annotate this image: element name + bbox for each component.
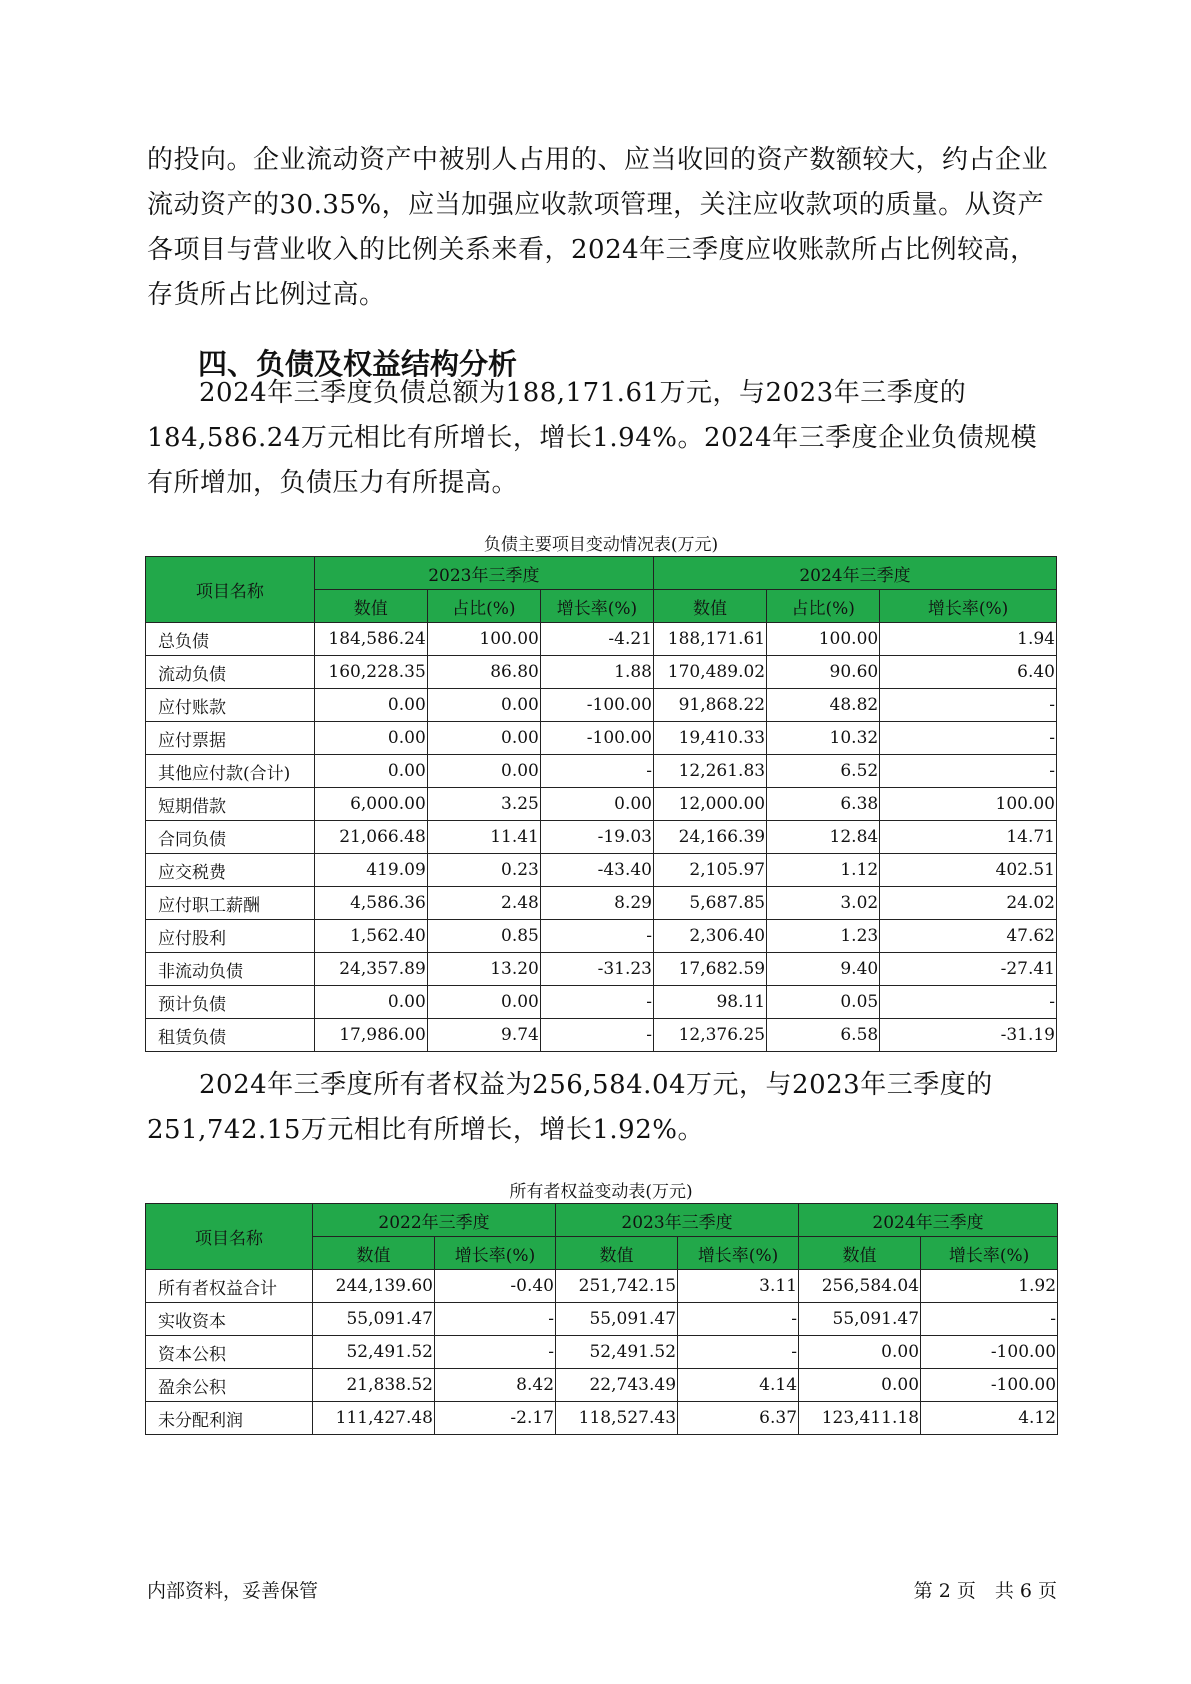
sub-header: 数值 <box>556 1237 678 1270</box>
sub-header: 数值 <box>314 590 427 623</box>
table-cell: 55,091.47 <box>799 1303 921 1336</box>
table-row <box>146 1270 1058 1303</box>
table-cell: 170,489.02 <box>654 656 767 689</box>
period-header: 2024年三季度 <box>799 1204 1058 1237</box>
table-cell: 6.58 <box>767 1019 880 1052</box>
row-label: 其他应付款(合计) <box>146 755 315 788</box>
table-cell: 55,091.47 <box>556 1303 678 1336</box>
footer-confidential-note: 内部资料，妥善保管 <box>147 1580 319 1602</box>
table-cell: 52,491.52 <box>556 1336 678 1369</box>
table-cell: 244,139.60 <box>313 1270 435 1303</box>
table-cell: 4.12 <box>921 1402 1058 1435</box>
table-cell: 12,000.00 <box>654 788 767 821</box>
table-row <box>146 689 1057 722</box>
table-row <box>146 755 1057 788</box>
table-cell: 52,491.52 <box>313 1336 435 1369</box>
table-cell: 1.92 <box>921 1270 1058 1303</box>
table-cell: 2,105.97 <box>654 854 767 887</box>
table-cell: 48.82 <box>767 689 880 722</box>
name-column-header: 项目名称 <box>146 1204 313 1270</box>
table-cell: 24,357.89 <box>314 953 427 986</box>
row-label: 所有者权益合计 <box>146 1270 313 1303</box>
table-cell: -43.40 <box>540 854 653 887</box>
paragraph-equity-summary: 2024年三季度所有者权益为256,584.04万元，与2023年三季度的251,742.15万元相比有所增长，增长1.92%。 <box>147 1070 993 1145</box>
row-label: 应交税费 <box>146 854 315 887</box>
table-cell: 0.00 <box>427 755 540 788</box>
row-label: 流动负债 <box>146 656 315 689</box>
table-cell: -100.00 <box>540 722 653 755</box>
sub-header: 占比(%) <box>427 590 540 623</box>
table-cell: 256,584.04 <box>799 1270 921 1303</box>
table-cell: - <box>540 920 653 953</box>
table-cell: 90.60 <box>767 656 880 689</box>
row-label: 资本公积 <box>146 1336 313 1369</box>
row-label: 应付票据 <box>146 722 315 755</box>
table-cell: - <box>678 1336 799 1369</box>
table-cell: - <box>880 722 1057 755</box>
table-cell: 91,868.22 <box>654 689 767 722</box>
table-cell: 419.09 <box>314 854 427 887</box>
section-heading: 四、负债及权益结构分析 <box>198 347 518 381</box>
row-label: 未分配利润 <box>146 1402 313 1435</box>
row-label: 合同负债 <box>146 821 315 854</box>
row-label: 非流动负债 <box>146 953 315 986</box>
table-row <box>146 623 1057 656</box>
table-cell: 0.00 <box>427 689 540 722</box>
table-cell: 24,166.39 <box>654 821 767 854</box>
table-row <box>146 953 1057 986</box>
period-header: 2022年三季度 <box>313 1204 556 1237</box>
table-cell: - <box>540 755 653 788</box>
table-cell: 13.20 <box>427 953 540 986</box>
row-label: 应付账款 <box>146 689 315 722</box>
table-cell: 1.94 <box>880 623 1057 656</box>
table-cell: 6,000.00 <box>314 788 427 821</box>
table-cell: 100.00 <box>767 623 880 656</box>
table-row <box>146 986 1057 1019</box>
period-header: 2023年三季度 <box>556 1204 799 1237</box>
table-cell: - <box>880 755 1057 788</box>
table-cell: 8.42 <box>435 1369 556 1402</box>
table-cell: 86.80 <box>427 656 540 689</box>
table-cell: 11.41 <box>427 821 540 854</box>
table-cell: 1,562.40 <box>314 920 427 953</box>
row-label: 预计负债 <box>146 986 315 1019</box>
table-row <box>146 1019 1057 1052</box>
table-cell: 4.14 <box>678 1369 799 1402</box>
table-cell: 1.88 <box>540 656 653 689</box>
table-cell: 47.62 <box>880 920 1057 953</box>
table-cell: -4.21 <box>540 623 653 656</box>
table-cell: 0.00 <box>540 788 653 821</box>
table-cell: 12,261.83 <box>654 755 767 788</box>
table-cell: 1.12 <box>767 854 880 887</box>
period-header: 2023年三季度 <box>314 557 653 590</box>
name-column-header: 项目名称 <box>146 557 315 623</box>
table-row <box>146 722 1057 755</box>
table-cell: - <box>540 986 653 1019</box>
table-cell: 0.00 <box>314 722 427 755</box>
table-row <box>146 887 1057 920</box>
row-label: 应付股利 <box>146 920 315 953</box>
sub-header: 增长率(%) <box>880 590 1057 623</box>
period-header: 2024年三季度 <box>654 557 1057 590</box>
table-cell: 402.51 <box>880 854 1057 887</box>
equity-table <box>145 1203 1058 1435</box>
table-cell: 10.32 <box>767 722 880 755</box>
table-cell: 22,743.49 <box>556 1369 678 1402</box>
table-cell: -31.19 <box>880 1019 1057 1052</box>
table-cell: 4,586.36 <box>314 887 427 920</box>
table-cell: 6.37 <box>678 1402 799 1435</box>
table-cell: -100.00 <box>540 689 653 722</box>
table-cell: 55,091.47 <box>313 1303 435 1336</box>
table-cell: 184,586.24 <box>314 623 427 656</box>
table-cell: 118,527.43 <box>556 1402 678 1435</box>
table-cell: 251,742.15 <box>556 1270 678 1303</box>
table-cell: 17,986.00 <box>314 1019 427 1052</box>
table-cell: - <box>880 689 1057 722</box>
table-cell: 0.05 <box>767 986 880 1019</box>
table-cell: 188,171.61 <box>654 623 767 656</box>
liability-table-caption: 负债主要项目变动情况表(万元) <box>483 535 719 555</box>
table-cell: 0.00 <box>314 689 427 722</box>
table-cell: 21,838.52 <box>313 1369 435 1402</box>
row-label: 盈余公积 <box>146 1369 313 1402</box>
table-cell: - <box>678 1303 799 1336</box>
table-cell: 0.23 <box>427 854 540 887</box>
table-cell: 0.85 <box>427 920 540 953</box>
table-cell: -19.03 <box>540 821 653 854</box>
table-row <box>146 920 1057 953</box>
row-label: 短期借款 <box>146 788 315 821</box>
table-row <box>146 854 1057 887</box>
table-cell: - <box>435 1303 556 1336</box>
table-cell: -100.00 <box>921 1369 1058 1402</box>
table-row <box>146 788 1057 821</box>
table-cell: 2,306.40 <box>654 920 767 953</box>
table-cell: - <box>880 986 1057 1019</box>
table-cell: 14.71 <box>880 821 1057 854</box>
table-cell: -27.41 <box>880 953 1057 986</box>
table-cell: - <box>435 1336 556 1369</box>
sub-header: 增长率(%) <box>678 1237 799 1270</box>
sub-header: 占比(%) <box>767 590 880 623</box>
table-cell: 100.00 <box>880 788 1057 821</box>
row-label: 租赁负债 <box>146 1019 315 1052</box>
table-cell: 123,411.18 <box>799 1402 921 1435</box>
sub-header: 增长率(%) <box>540 590 653 623</box>
table-cell: 12.84 <box>767 821 880 854</box>
paragraph-asset-conclusion: 的投向。企业流动资产中被别人占用的、应当收回的资产数额较大，约占企业流动资产的30.35%，应当加强应收款项管理，关注应收款项的质量。从资产各项目与营业收入的比例关系来看，2024年三季度应收账款所占比例较高，存货所占比例过高。 <box>147 145 1049 310</box>
table-cell: 3.11 <box>678 1270 799 1303</box>
table-cell: 5,687.85 <box>654 887 767 920</box>
table-row <box>146 1303 1058 1336</box>
row-label: 实收资本 <box>146 1303 313 1336</box>
table-cell: - <box>540 1019 653 1052</box>
table-cell: 0.00 <box>799 1369 921 1402</box>
table-cell: 111,427.48 <box>313 1402 435 1435</box>
table-cell: 0.00 <box>799 1336 921 1369</box>
table-cell: 17,682.59 <box>654 953 767 986</box>
table-row <box>146 1369 1058 1402</box>
table-cell: - <box>921 1303 1058 1336</box>
table-row <box>146 821 1057 854</box>
equity-table-caption: 所有者权益变动表(万元) <box>509 1182 693 1202</box>
table-cell: 3.25 <box>427 788 540 821</box>
sub-header: 增长率(%) <box>921 1237 1058 1270</box>
table-row <box>146 656 1057 689</box>
row-label: 总负债 <box>146 623 315 656</box>
paragraph-liability-summary: 2024年三季度负债总额为188,171.61万元，与2023年三季度的184,586.24万元相比有所增长，增长1.94%。2024年三季度企业负债规模有所增加，负债压力有所提高。 <box>147 378 1038 498</box>
table-cell: 6.40 <box>880 656 1057 689</box>
sub-header: 数值 <box>313 1237 435 1270</box>
table-cell: -100.00 <box>921 1336 1058 1369</box>
table-cell: 19,410.33 <box>654 722 767 755</box>
table-cell: 98.11 <box>654 986 767 1019</box>
table-cell: 0.00 <box>427 722 540 755</box>
table-cell: 6.52 <box>767 755 880 788</box>
row-label: 应付职工薪酬 <box>146 887 315 920</box>
table-cell: 3.02 <box>767 887 880 920</box>
table-cell: 9.74 <box>427 1019 540 1052</box>
table-cell: -0.40 <box>435 1270 556 1303</box>
table-cell: 21,066.48 <box>314 821 427 854</box>
table-cell: 9.40 <box>767 953 880 986</box>
table-cell: -2.17 <box>435 1402 556 1435</box>
sub-header: 数值 <box>799 1237 921 1270</box>
table-cell: 6.38 <box>767 788 880 821</box>
liability-table <box>145 556 1057 1052</box>
table-cell: 0.00 <box>314 755 427 788</box>
table-cell: 0.00 <box>314 986 427 1019</box>
table-cell: 100.00 <box>427 623 540 656</box>
table-cell: 8.29 <box>540 887 653 920</box>
table-row <box>146 1402 1058 1435</box>
sub-header: 数值 <box>654 590 767 623</box>
table-cell: 160,228.35 <box>314 656 427 689</box>
table-cell: 1.23 <box>767 920 880 953</box>
table-cell: 2.48 <box>427 887 540 920</box>
table-row <box>146 1336 1058 1369</box>
footer-page-number: 第 2 页 共 6 页 <box>913 1580 1057 1602</box>
table-cell: -31.23 <box>540 953 653 986</box>
table-cell: 24.02 <box>880 887 1057 920</box>
table-cell: 0.00 <box>427 986 540 1019</box>
table-cell: 12,376.25 <box>654 1019 767 1052</box>
sub-header: 增长率(%) <box>435 1237 556 1270</box>
